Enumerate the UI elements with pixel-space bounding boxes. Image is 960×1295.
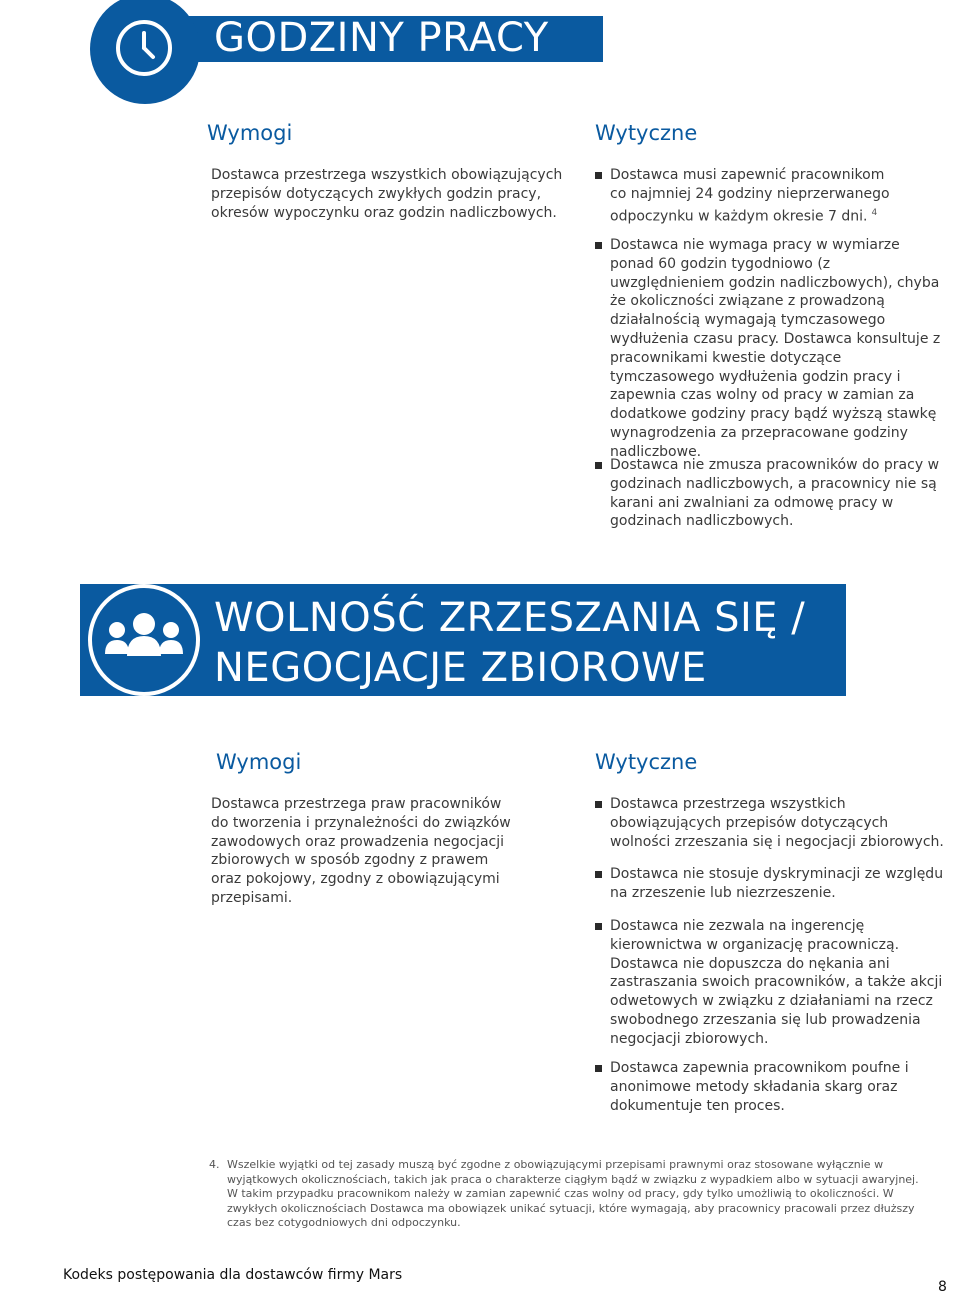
section2-requirements-heading: Wymogi	[216, 750, 302, 774]
section2-bullet-2	[610, 865, 945, 903]
bullet-square-icon	[595, 923, 602, 930]
section2-bullet-4	[610, 1059, 910, 1115]
bullet-square-icon	[595, 172, 602, 179]
section1-bullet-3	[610, 456, 945, 531]
bullet-text: Dostawca nie zezwala na ingerencję kierownictwa w organizację pracowniczą. Dostawca nie dopuszcza do nękania ani zastraszania swoich pracowników, a także akcji odwetowych w związku z działaniami na rzecz swobodnego zrzeszania się lub prowadzenia negocjacji zbiorowych.	[610, 918, 943, 1047]
bullet-text: Dostawca zapewnia pracownikom poufne i anonimowe metody składania skarg oraz dokumentuje ten proces.	[610, 1060, 909, 1114]
section2-guidelines-heading: Wytyczne	[595, 750, 698, 774]
bullet-text: Dostawca nie zmusza pracowników do pracy w godzinach nadliczbowych, a pracownicy nie są karani ani zwalniani za odmowę pracy w godzinach nadliczbowych.	[610, 457, 940, 530]
section2-requirements-text: Dostawca przestrzega praw pracowników do tworzenia i przynależności do związków zawodowych oraz prowadzenia negocjacji zbiorowych w sposób zgodny z prawem oraz pokojowy, zgodny z obowiązującymi przepisami.	[211, 796, 511, 906]
footnote-ref[interactable]: 4	[871, 207, 878, 218]
footer-document-title: Kodeks postępowania dla dostawców firmy Mars	[63, 1267, 403, 1283]
bullet-square-icon	[595, 871, 602, 878]
bullet-text: Dostawca przestrzega wszystkich obowiązujących przepisów dotyczących wolności zrzeszania się i negocjacji zbiorowych.	[610, 796, 944, 850]
section1-guidelines-heading: Wytyczne	[595, 121, 698, 145]
bullet-square-icon	[595, 462, 602, 469]
section1-icon-badge	[90, 0, 200, 104]
section1-bullet-1	[610, 166, 900, 226]
bullet-text: Dostawca nie stosuje dyskryminacji ze względu na zrzeszenie lub niezrzeszenie.	[610, 866, 944, 901]
bullet-text: Dostawca nie wymaga pracy w wymiarze ponad 60 godzin tygodniowo (z uwzględnieniem godzin nadliczbowych), chyba że okoliczności związane z prowadzoną działalnością wymagają tymczasowego wydłużenia czasu pracy. Dostawca konsultuje z pracownikami kwestie dotyczące tymczasowego wydłużenia godzin pracy i zapewnia czas wolny od pracy w zamian za dodatkowe godziny pracy bądź wyższą stawkę wynagrodzenia za przepracowane godziny nadliczbowe.	[610, 237, 941, 460]
bullet-square-icon	[595, 242, 602, 249]
footnote-number: 4.	[209, 1158, 220, 1171]
footnote-4	[209, 1158, 932, 1231]
section2-title-line1: WOLNOŚĆ ZRZESZANIA SIĘ /	[214, 595, 806, 641]
footnote-text: Wszelkie wyjątki od tej zasady muszą być zgodne z obowiązującymi przepisami prawnymi oraz stosowane wyłącznie w wyjątkowych okolicznościach, takich jak praca o charakterze ciągłym bądź w związku z wypadkiem albo w sytuacji awaryjnej. W takim przypadku pracownikom należy w zamian zapewnić czas wolny od pracy, gdy tylko umożliwią to okoliczności. W zwykłych okolicznościach Dostawca ma obowiązek unikać sytuacji, które wymagają, aby pracownicy pracowali przez dłuższy czas bez cotygodniowych dni odpoczynku.	[227, 1158, 919, 1230]
section2-bullet-3	[610, 917, 945, 1049]
bullet-text: Dostawca musi zapewnić pracownikom co najmniej 24 godziny nieprzerwanego odpoczynku w każdym okresie 7 dni.	[610, 167, 890, 225]
section1-requirements-heading: Wymogi	[207, 121, 293, 145]
clock-icon	[116, 20, 172, 76]
section2-title-line2: NEGOCJACJE ZBIOROWE	[214, 645, 707, 691]
bullet-square-icon	[595, 1065, 602, 1072]
section1-title: GODZINY PRACY	[214, 15, 549, 61]
bullet-square-icon	[595, 801, 602, 808]
people-group-icon	[88, 584, 200, 696]
section1-bullet-2	[610, 236, 945, 462]
section1-requirements-text: Dostawca przestrzega wszystkich obowiązujących przepisów dotyczących zwykłych godzin pracy, okresów wypoczynku oraz godzin nadliczbowych.	[211, 167, 563, 221]
page-number: 8	[938, 1279, 947, 1295]
section2-bullet-1	[610, 795, 945, 851]
